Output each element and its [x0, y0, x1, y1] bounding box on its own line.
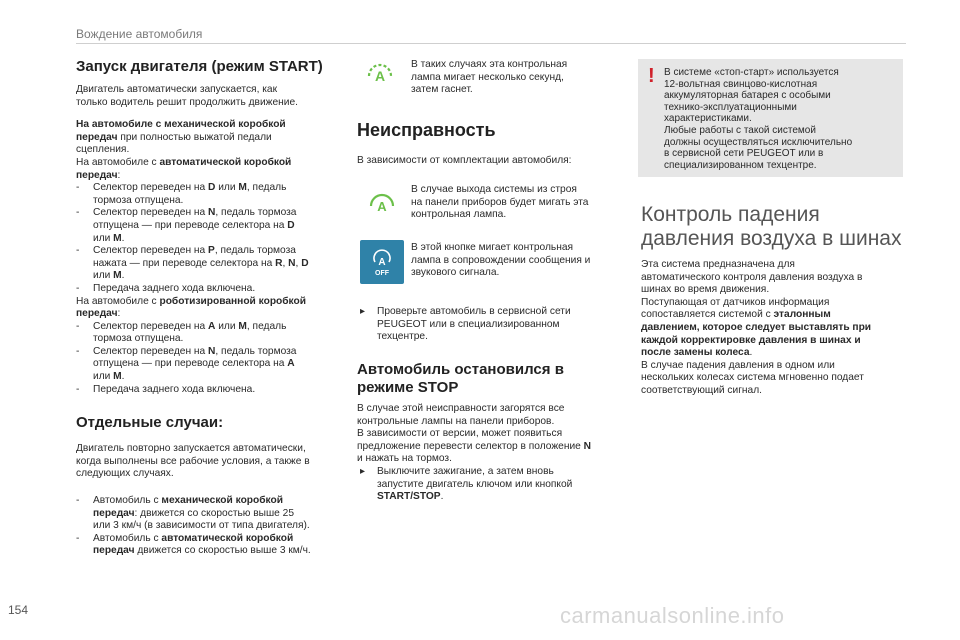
dash-bullet: -: [76, 245, 80, 257]
warning-mark-icon: !: [648, 65, 655, 87]
text-span: Передача заднего хода включена.: [93, 383, 256, 395]
fault-intro: В зависимости от комплектации автомобиля:: [357, 155, 572, 166]
bold-text: M: [238, 182, 247, 194]
text-line: В системе «стоп-старт» используется: [664, 67, 839, 78]
dash-bullet: -: [76, 282, 80, 294]
bold-text: автоматической коробкой: [159, 156, 292, 168]
svg-text:A: A: [378, 257, 386, 268]
text-line: Контроль падения: [641, 203, 820, 226]
list-item: [76, 207, 341, 245]
text-line: специализированном техцентре.: [664, 159, 817, 171]
column-1: [76, 58, 341, 558]
text-span: или: [93, 270, 114, 282]
text-line: Любые работы с такой системой: [664, 124, 816, 136]
warning-box: [638, 59, 903, 177]
bold-text: передач: [93, 545, 135, 557]
text-line: Эта система предназначена для: [641, 259, 795, 270]
text-line: Проверьте автомобиль в сервисной сети: [377, 306, 571, 317]
bold-text: START/STOP: [377, 491, 441, 503]
tyre-body: [641, 259, 909, 398]
text-span: .: [121, 232, 125, 244]
text-line: на панели приборов будет мигать эта: [411, 196, 589, 208]
warning-text: [664, 67, 896, 171]
text-line: лампа в сопровождении сообщения и: [411, 254, 591, 266]
text-line: нескольких колесах система мгновенно подает: [641, 372, 864, 384]
text-line: режиме STOP: [357, 379, 459, 396]
text-line: В случае этой неисправности загорятся все: [357, 403, 565, 414]
special-list: [76, 495, 341, 558]
bold-text: На автомобиле с механической коробкой: [76, 119, 286, 131]
text-span: или 3 км/ч (в зависимости от типа двигателя).: [93, 520, 310, 532]
bold-text: D: [208, 182, 216, 194]
text-line: шинах во время движения.: [641, 284, 770, 296]
bold-text: M: [238, 320, 247, 332]
text-line: Поступающая от датчиков информация: [641, 296, 830, 308]
bold-text: автоматической коробкой: [161, 532, 294, 544]
arrow-bullet-icon: ▸: [360, 306, 366, 317]
text-line: характеристиками.: [664, 113, 752, 125]
text-line: В этой кнопке мигает контрольная: [411, 242, 574, 253]
svg-text:A: A: [377, 199, 387, 214]
text-span: Селектор переведен на: [93, 245, 209, 257]
bold-text: передач: [76, 169, 118, 181]
text-line: соответствующий сигнал.: [641, 384, 763, 396]
bold-text: механической коробкой: [161, 495, 283, 507]
text-span: или: [215, 320, 239, 332]
dash-bullet: -: [76, 182, 80, 194]
text-line: должны осуществляться исключительно: [664, 136, 853, 148]
text-span: На автомобиле с: [76, 156, 160, 168]
check-instruction: [357, 306, 617, 344]
text-line: и нажать на тормоз.: [357, 453, 452, 465]
text-span: .: [121, 270, 125, 282]
list-item: [76, 346, 341, 384]
eco-lamp-icon: [367, 191, 397, 224]
text-line: запустите двигатель ключом или кнопкой: [377, 478, 573, 490]
arrow-bullet-icon: ▸: [360, 465, 366, 477]
header-divider: [76, 43, 906, 44]
text-span: , педаль тормоза: [215, 207, 297, 219]
text-line: следующих случаях.: [76, 468, 174, 480]
text-span: ,: [282, 257, 289, 269]
text-line: аккумуляторная батарея с особыми: [664, 90, 831, 102]
bold-text: эталонным: [773, 309, 831, 321]
text-line: В случае падения давления в одном или: [641, 359, 835, 371]
text-span: движется со скоростью выше 3 км/ч.: [134, 545, 311, 557]
text-line: техцентре.: [377, 331, 428, 343]
stopped-title: [357, 361, 564, 397]
text-line: только водитель решит продолжить движение.: [76, 96, 298, 108]
list-item: [357, 466, 625, 504]
text-span: .: [440, 491, 444, 503]
text-line: В таких случаях эта контрольная: [411, 59, 568, 70]
eco-off-icon: [360, 240, 404, 284]
text-line: Выключите зажигание, а затем вновь: [377, 465, 554, 477]
text-span: Селектор переведен на: [93, 182, 209, 194]
text-span: отпущена — при переводе селектора на: [93, 358, 288, 370]
fault-text-2: [411, 242, 621, 280]
text-line: затем гаснет.: [411, 84, 473, 96]
bold-text: передач: [76, 308, 118, 320]
svg-text:A: A: [374, 68, 386, 84]
stopped-body: [357, 403, 625, 504]
text-line: сцепления.: [76, 144, 130, 156]
text-line: звукового сигнала.: [411, 267, 500, 279]
text-span: тормоза отпущена.: [93, 333, 184, 345]
text-line: В случае выхода системы из строя: [411, 184, 577, 195]
stop-start-button[interactable]: [360, 240, 404, 284]
bold-text: каждой корректировке давления в шинах и: [641, 334, 861, 346]
list-item: [76, 283, 341, 296]
text-span: ,: [295, 257, 302, 269]
list-item: [76, 245, 341, 283]
start-intro: [76, 84, 341, 109]
text-span: нажата — при переводе селектора на: [93, 257, 276, 269]
text-span: сопоставляется системой с: [641, 309, 774, 321]
list-item: [76, 182, 341, 207]
blink-text: [411, 59, 621, 97]
text-line: Двигатель повторно запускается автоматически,: [76, 443, 306, 455]
text-span: тормоза отпущена.: [93, 194, 184, 206]
list-item: [76, 384, 341, 397]
text-line: контрольная лампа.: [411, 209, 507, 221]
bold-text: A: [208, 320, 216, 332]
text-span: при полностью выжатой педали: [117, 131, 272, 143]
text-span: отпущена — при переводе селектора на: [93, 219, 288, 231]
text-line: техникo-эксплуатационными: [664, 101, 797, 113]
special-cases-title: Отдельные случаи:: [76, 414, 224, 432]
text-span: :: [117, 169, 121, 181]
warning-lamp-icon-top: [364, 60, 396, 95]
text-span: , педаль тормоза: [215, 345, 297, 357]
text-line: PEUGEOT или в специализированном: [377, 318, 560, 330]
bold-text: после замены колеса: [641, 347, 750, 359]
page-number: 154: [8, 603, 29, 617]
dash-bullet: -: [76, 320, 80, 332]
section-header: Вождение автомобиля: [76, 27, 203, 41]
text-span: : движется со скоростью выше 25: [134, 507, 294, 519]
text-line: автоматического контроля давления воздуха в: [641, 271, 863, 283]
bold-text: A: [287, 358, 295, 370]
text-span: , педаль: [246, 320, 287, 332]
text-line: Автомобиль остановился в: [357, 361, 564, 378]
tyre-title: [641, 203, 901, 251]
dash-bullet: -: [76, 345, 80, 357]
text-line: давления воздуха в шинах: [641, 227, 902, 250]
text-span: или: [93, 232, 114, 244]
text-line: контрольные лампы на панели приборов.: [357, 415, 555, 427]
text-span: Селектор переведен на: [93, 345, 209, 357]
watermark: carmanualsonline.info: [560, 603, 785, 628]
list-item: [76, 495, 341, 533]
text-span: или: [215, 182, 239, 194]
text-span: Селектор переведен на: [93, 207, 209, 219]
bold-text: D: [301, 257, 309, 269]
dash-bullet: -: [76, 207, 80, 219]
text-line: Двигатель автоматически запускается, как: [76, 84, 278, 95]
text-span: , педаль: [246, 182, 287, 194]
text-span: или: [93, 371, 114, 383]
text-span: Передача заднего хода включена.: [93, 282, 256, 294]
dash-bullet: -: [76, 532, 80, 544]
bold-text: P: [208, 245, 215, 257]
bold-text: N: [208, 207, 216, 219]
start-mode-title: Запуск двигателя (режим START): [76, 58, 323, 75]
text-span: .: [749, 347, 753, 359]
bold-text: роботизированной коробкой: [159, 295, 307, 307]
bold-text: передач: [76, 131, 118, 143]
dash-bullet: -: [76, 495, 80, 507]
fault-text-1: [411, 184, 621, 222]
text-span: Селектор переведен на: [93, 320, 209, 332]
special-intro: [76, 443, 341, 481]
text-line: когда выполнены все рабочие условия, а также в: [76, 455, 310, 467]
text-span: Автомобиль с: [93, 532, 162, 544]
bold-text: M: [113, 371, 122, 383]
bold-text: N: [288, 257, 296, 269]
text-span: На автомобиле с: [76, 295, 160, 307]
list-item: [76, 321, 341, 346]
bold-text: D: [287, 219, 295, 231]
text-line: в сервисной сети PEUGEOT или в: [664, 148, 824, 160]
dash-bullet: -: [76, 383, 80, 395]
bold-text: N: [208, 345, 216, 357]
text-line: В зависимости от версии, может появиться: [357, 428, 563, 440]
text-span: , педаль тормоза: [214, 245, 296, 257]
text-span: :: [117, 308, 121, 320]
fault-title: Неисправность: [357, 120, 496, 140]
text-span: Автомобиль с: [93, 495, 162, 507]
text-span: .: [121, 371, 125, 383]
text-line: 12-вольтная свинцово-кислотная: [664, 78, 818, 90]
bold-text: давлением, которое следует выставлять при: [641, 321, 872, 333]
text-line: лампа мигает несколько секунд,: [411, 71, 564, 83]
bold-text: R: [275, 257, 283, 269]
text-span: предложение перевести селектор в положение: [357, 440, 584, 452]
manual-gearbox-block: [76, 119, 341, 396]
bold-text: передач: [93, 507, 135, 519]
off-label: OFF: [375, 270, 389, 277]
list-item: [76, 533, 341, 558]
bold-text: N: [583, 440, 592, 452]
bold-text: M: [113, 270, 122, 282]
bold-text: M: [113, 232, 122, 244]
